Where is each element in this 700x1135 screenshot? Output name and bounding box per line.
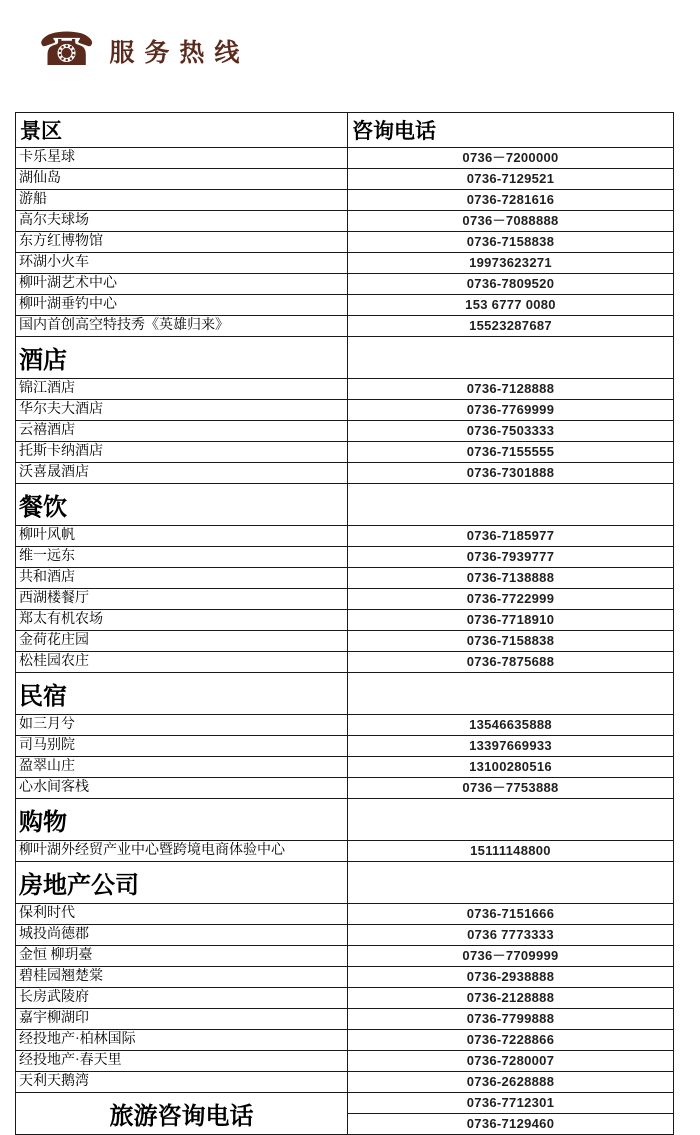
venue-row	[16, 295, 674, 316]
venue-row	[16, 274, 674, 295]
venue-row	[16, 547, 674, 568]
section-title: 酒店	[16, 337, 348, 379]
section-header-row	[16, 862, 674, 904]
venue-name: 游船	[16, 190, 348, 211]
venue-phone: 0736－7753888	[348, 778, 674, 799]
venue-phone: 0736-7185977	[348, 526, 674, 547]
venue-row	[16, 400, 674, 421]
section-empty-cell	[348, 862, 674, 904]
venue-phone: 0736-7158838	[348, 631, 674, 652]
venue-row	[16, 463, 674, 484]
venue-name: 碧桂园翘楚棠	[16, 967, 348, 988]
venue-name: 如三月兮	[16, 715, 348, 736]
venue-row	[16, 1009, 674, 1030]
venue-row	[16, 379, 674, 400]
venue-name: 城投尚德郡	[16, 925, 348, 946]
venue-phone: 0736-7158838	[348, 232, 674, 253]
venue-row	[16, 253, 674, 274]
venue-row	[16, 1051, 674, 1072]
venue-row	[16, 946, 674, 967]
venue-row	[16, 631, 674, 652]
venue-phone: 13397669933	[348, 736, 674, 757]
section-title: 房地产公司	[16, 862, 348, 904]
venue-row	[16, 652, 674, 673]
venue-name: 共和酒店	[16, 568, 348, 589]
venue-row	[16, 526, 674, 547]
venue-row	[16, 736, 674, 757]
venue-name: 长房武陵府	[16, 988, 348, 1009]
section-header-row	[16, 484, 674, 526]
venue-phone: 0736-7281616	[348, 190, 674, 211]
venue-name: 卡乐星球	[16, 148, 348, 169]
venue-row	[16, 1030, 674, 1051]
venue-phone: 0736-7799888	[348, 1009, 674, 1030]
hotline-table-body	[16, 148, 674, 1135]
venue-phone: 153 6777 0080	[348, 295, 674, 316]
venue-phone: 0736-2628888	[348, 1072, 674, 1093]
venue-row	[16, 1072, 674, 1093]
venue-row	[16, 610, 674, 631]
venue-phone: 0736-7503333	[348, 421, 674, 442]
venue-name: 经投地产·柏林国际	[16, 1030, 348, 1051]
venue-name: 司马别院	[16, 736, 348, 757]
venue-phone: 15523287687	[348, 316, 674, 337]
column-header-phone: 咨询电话	[348, 113, 674, 148]
table-header-row	[16, 113, 674, 148]
venue-name: 天利天鹅湾	[16, 1072, 348, 1093]
venue-phone: 0736-7769999	[348, 400, 674, 421]
venue-phone: 0736-7228866	[348, 1030, 674, 1051]
venue-row	[16, 316, 674, 337]
venue-row	[16, 211, 674, 232]
hotline-table	[15, 112, 674, 1135]
page-title: 服务热线	[109, 40, 250, 67]
venue-name: 保利时代	[16, 904, 348, 925]
venue-row	[16, 190, 674, 211]
section-empty-cell	[348, 799, 674, 841]
venue-name: 环湖小火车	[16, 253, 348, 274]
section-header-row	[16, 673, 674, 715]
venue-name: 柳叶风帆	[16, 526, 348, 547]
venue-name: 东方红博物馆	[16, 232, 348, 253]
venue-row	[16, 757, 674, 778]
venue-row	[16, 925, 674, 946]
section-title: 餐饮	[16, 484, 348, 526]
venue-phone: 0736-7280007	[348, 1051, 674, 1072]
section-header-row	[16, 337, 674, 379]
venue-name: 云禧酒店	[16, 421, 348, 442]
venue-name: 柳叶湖艺术中心	[16, 274, 348, 295]
venue-name: 郑太有机农场	[16, 610, 348, 631]
venue-name: 国内首创高空特技秀《英雄归来》	[16, 316, 348, 337]
venue-name: 西湖楼餐厅	[16, 589, 348, 610]
venue-phone: 0736-7301888	[348, 463, 674, 484]
venue-phone: 0736-2938888	[348, 967, 674, 988]
venue-row	[16, 967, 674, 988]
venue-name: 沃喜晟酒店	[16, 463, 348, 484]
venue-name: 柳叶湖垂钓中心	[16, 295, 348, 316]
section-empty-cell	[348, 484, 674, 526]
venue-phone: 0736-7129521	[348, 169, 674, 190]
venue-phone: 19973623271	[348, 253, 674, 274]
venue-phone: 0736-7939777	[348, 547, 674, 568]
venue-row	[16, 232, 674, 253]
venue-name: 心水间客栈	[16, 778, 348, 799]
venue-phone: 0736-7809520	[348, 274, 674, 295]
footer-phone: 0736-7129460	[348, 1114, 674, 1135]
venue-name: 托斯卡纳酒店	[16, 442, 348, 463]
venue-phone: 0736-7155555	[348, 442, 674, 463]
section-empty-cell	[348, 673, 674, 715]
venue-name: 华尔夫大酒店	[16, 400, 348, 421]
venue-row	[16, 169, 674, 190]
venue-phone: 0736-2128888	[348, 988, 674, 1009]
venue-name: 嘉宇柳湖印	[16, 1009, 348, 1030]
venue-phone: 0736-7875688	[348, 652, 674, 673]
venue-row	[16, 778, 674, 799]
venue-name: 金恒 柳玥臺	[16, 946, 348, 967]
venue-phone: 15111148800	[348, 841, 674, 862]
venue-row	[16, 904, 674, 925]
section-title: 民宿	[16, 673, 348, 715]
venue-name: 金荷花庄园	[16, 631, 348, 652]
venue-name: 湖仙岛	[16, 169, 348, 190]
venue-row	[16, 715, 674, 736]
venue-phone: 0736 7773333	[348, 925, 674, 946]
venue-row	[16, 421, 674, 442]
venue-row	[16, 568, 674, 589]
venue-name: 经投地产·春天里	[16, 1051, 348, 1072]
venue-row	[16, 589, 674, 610]
venue-name: 锦江酒店	[16, 379, 348, 400]
section-header-row	[16, 799, 674, 841]
venue-phone: 0736－7088888	[348, 211, 674, 232]
footer-row	[16, 1093, 674, 1114]
section-empty-cell	[348, 337, 674, 379]
venue-name: 维一远东	[16, 547, 348, 568]
venue-phone: 0736-7722999	[348, 589, 674, 610]
venue-row	[16, 148, 674, 169]
venue-phone: 0736－7200000	[348, 148, 674, 169]
venue-phone: 0736－7709999	[348, 946, 674, 967]
venue-phone: 0736-7128888	[348, 379, 674, 400]
venue-phone: 13546635888	[348, 715, 674, 736]
venue-name: 柳叶湖外经贸产业中心暨跨境电商体验中心	[16, 841, 348, 862]
venue-name: 盈翠山庄	[16, 757, 348, 778]
venue-row	[16, 841, 674, 862]
venue-phone: 13100280516	[348, 757, 674, 778]
venue-name: 高尔夫球场	[16, 211, 348, 232]
venue-phone: 0736-7151666	[348, 904, 674, 925]
telephone-icon: ☎	[38, 23, 96, 75]
venue-row	[16, 442, 674, 463]
column-header-scenic-area: 景区	[16, 113, 348, 148]
venue-row	[16, 988, 674, 1009]
section-title: 购物	[16, 799, 348, 841]
venue-phone: 0736-7718910	[348, 610, 674, 631]
page-header	[38, 23, 250, 75]
footer-phone: 0736-7712301	[348, 1093, 674, 1114]
venue-name: 松桂园农庄	[16, 652, 348, 673]
footer-label: 旅游咨询电话	[16, 1093, 348, 1135]
venue-phone: 0736-7138888	[348, 568, 674, 589]
